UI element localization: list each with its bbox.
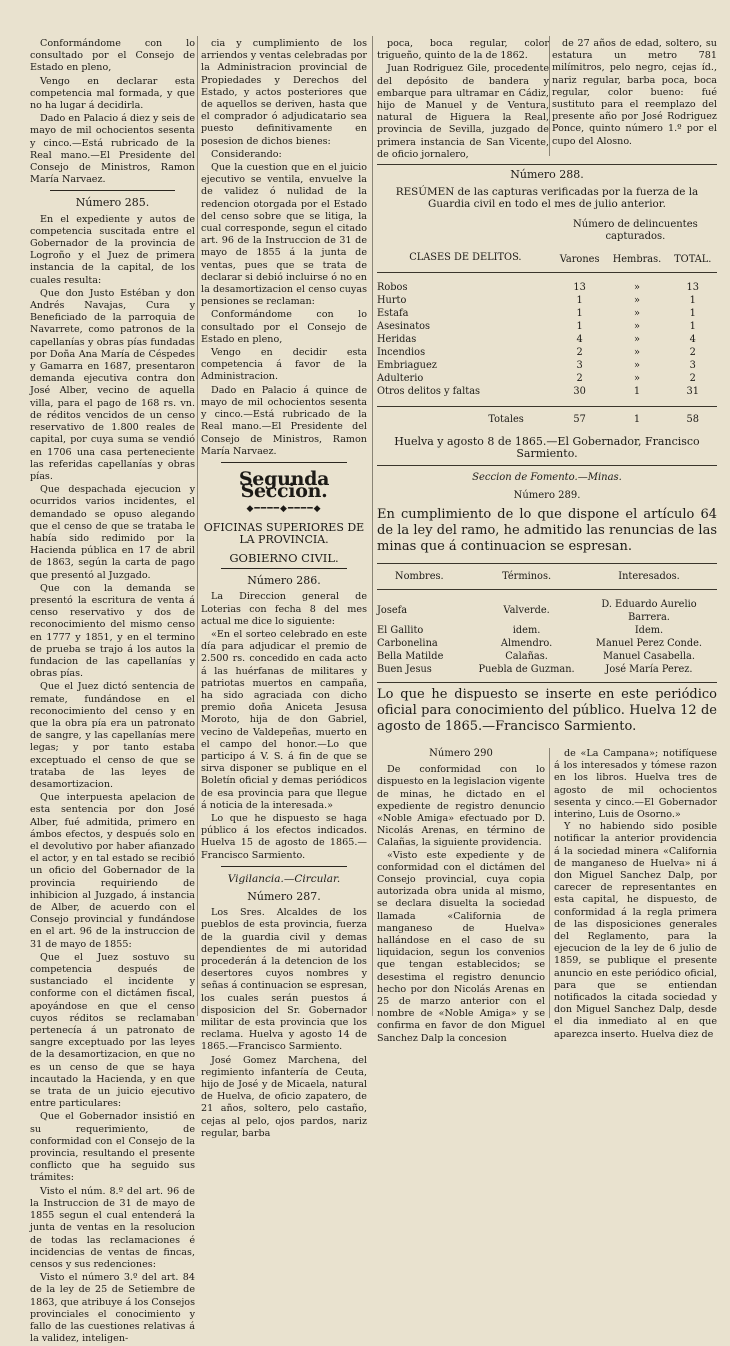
resumen-title: RESÚMEN de las capturas verificadas por la fuerza de la Guardia civil en todo el mes de julio anterior.: [395, 185, 699, 210]
count-cell: 31: [686, 385, 699, 397]
mine-name: Josefa: [377, 605, 408, 616]
count-cell: »: [633, 333, 640, 345]
paragraph: Lo que he dispuesto se haga público á los efectos indicados. Huelva 15 de agosto de 1865.—Francisco Sarmiento.: [201, 812, 367, 861]
column-1: [30, 38, 195, 1346]
count-cell: 3: [576, 359, 583, 371]
paragraph: de 27 años de edad, soltero, su estatura un metro 781 milímitros, pelo negro, cejas íd., nariz regular, barba poca, boca regular, color bueno: fué sustituto para el reemplazo del presente año por José Rodriguez Ponce, quinto número 1.º por el cupo del Alosno.: [552, 38, 717, 147]
paragraph: Juan Rodriguez Gile, procedente del depósito de bandera y embarque para ultramar en Cádiz, hijo de Manuel y de Ventura, natural de Higuera la Real, provincia de Sevilla, juzgado de primera instancia de San Vicente, de oficio jornalero,: [377, 63, 549, 160]
offense-type: Heridas: [377, 333, 417, 345]
divider: [221, 462, 347, 463]
column-header: CLASES DE DELITOS.: [409, 251, 522, 263]
paragraph: Vengo en declarar esta competencia mal formada, y que no ha lugar á decidirla.: [30, 75, 195, 112]
paragraph: de «La Campana»; notifíquese á los interesados y tómese razon en los libros. Huelva tres de agosto de mil ochocientos sesenta y cinco.—El Gobernador interino, Luis de Osorno.»: [554, 748, 717, 821]
paragraph: poca, boca regular, color trigueño, quinto de la de 1862.: [377, 38, 549, 62]
paragraph: Que la cuestion que en el juicio ejecutivo se ventila, envuelve la de validez ó nulidad de la redencion otorgada por el Estado del censo sobre que se litiga, la cual corresponde, segun el citado art. 96 de la Instruccion de 31 de mayo de 1855 á la junta de ventas, pues que se trata de declarar si debió incluirse ó no en la desamortizacion el censo cuyas pensiones se reclaman:: [201, 162, 367, 308]
heading-290: Número 290: [429, 748, 493, 759]
paragraph: Y no habiendo sido posible notificar la anterior providencia á la sociedad minera «California de manganeso de Huelva» ni á don Miguel Sanchez Dalp, por carecer de representantes en esta capital, he dispuesto, de conformidad á la regla primera de las disposiciones generales del Reglamento, para la ejecucion de la ley de 6 julio de 1859, se publique el presente anuncio en este periódico oficial, para que se entiendan notificados la citada sociedad y don Miguel Sanchez Dalp, desde el dia inmediato al en que aparezca inserto. Huelva diez de: [554, 821, 717, 1040]
count-cell: 2: [576, 372, 583, 384]
ornament-divider: ◆━━━━◆━━━━◆: [246, 504, 322, 515]
divider: [377, 465, 717, 466]
mine-owner: Manuel Perez Conde.: [595, 637, 703, 649]
mine-row: [377, 624, 717, 637]
column-4-bottom: [554, 748, 717, 1041]
column-rule: [549, 36, 550, 156]
offense-type: Estafa: [377, 307, 409, 319]
paragraph: Visto el núm. 8.º del art. 96 de la Instruccion de 31 de mayo de 1855 segun el cual entenderá la junta de ventas en la resolucion de todas las reclamaciones é incidencias de ventas de fincas, censos y sus redenciones:: [30, 1185, 195, 1270]
count-cell: »: [633, 320, 640, 332]
count-cell: 2: [689, 346, 696, 358]
mine-term: Puebla de Guzman.: [478, 663, 575, 675]
paragraph: Que interpuesta apelacion de esta sentencia por don José Alber, fué admitida, primero en ámbos efectos, y después solo en el devolutivo por haber afianzado el actor, y en tal estado se recibió un oficio del Gobernador de la provincia requiriendo de inhibicion al Juzgado, á instancia de Alber, de acuerdo con el Consejo provincial y fundándose en el art. 96 de la instruccion de 31 de mayo de 1855:: [30, 792, 195, 950]
mine-owner: D. Eduardo Aurelio Barrera.: [601, 598, 697, 623]
mine-term: Calañas.: [505, 650, 548, 662]
column-header: Términos.: [502, 570, 552, 582]
paragraph: José Gomez Marchena, del regimiento infantería de Ceuta, hijo de José y de Micaela, natural de Huelva, de oficio zapatero, de 21 años, soltero, pelo castaño, cejas al pelo, ojos pardos, nariz regular, barba: [201, 1054, 367, 1139]
n289-close: Lo que he dispuesto se inserte en este periódico oficial para conocimiento del público. Huelva 12 de agosto de 1865.—Francisco Sarmiento.: [377, 686, 717, 734]
count-cell: »: [633, 307, 640, 319]
paragraph: En el expediente y autos de competencia suscitada entre el Gobernador de la provincia de Logroño y el Juez de primera instancia de la capital, de los cuales resulta:: [30, 213, 195, 286]
paragraph: «Visto este expediente y de conformidad con el dictámen del Consejo provincial, cuya copia autorizada obra unida al mismo, se declara disuelta la sociedad llamada «California de manganeso de Huelva» hallándose en el caso de su liquidacion, segun los convenios que tengan establecidos; se desestima el registro denuncio hecho por don Nicolás Arenas en 25 de marzo anterior con el nombre de «Noble Amiga» y se confirma en favor de don Miguel Sanchez Dalp la concesion: [377, 849, 545, 1044]
paragraph: Que el Gobernador insistió en su requerimiento, de conformidad con el Consejo de la provincia, resultando el presente conflicto que ha seguido sus trámites:: [30, 1111, 195, 1184]
section-title: Segunda Seccion.: [238, 467, 330, 503]
column-rule: [197, 36, 198, 1016]
heading-287: Número 287.: [247, 890, 321, 903]
paragraph: Los Sres. Alcaldes de los pueblos de esta provincia, fuerza de la guardia civil y demas dependientes de mi autoridad procederán á la detencion de los desertores cuyos nombres y señas á continuacion se espresan, los cuales serán puestos á disposicion del Sr. Gobernador militar de esta provincia que los reclama. Huelva y agosto 14 de 1865.—Francisco Sarmiento.: [201, 907, 367, 1053]
divider: [377, 682, 717, 683]
paragraph: Que don Justo Estéban y don Andrés Navajas, Cura y Beneficiado de la parroquia de Navarrete, como patronos de la capellanías y obras pías fundadas por Doña Ana María de Céspedes y Gamarra en 1687, presentaron demanda ejecutiva contra don José Alber, vecino de aquella villa, para el pago de 168 rs. vn. de réditos vencidos de un censo reservativo de 1.800 reales de capital, por cuya suma se vendió en 1706 una casa perteneciente las referidas capellanías y obras pías.: [30, 287, 195, 482]
column-2: [201, 38, 367, 1141]
mine-name: Carbonelina: [377, 637, 438, 649]
captures-group-header: Número de delincuentes capturados.: [573, 218, 698, 242]
totals-value: 58: [686, 413, 699, 425]
signature-288: Huelva y agosto 8 de 1865.—El Gobernador, Francisco Sarmiento.: [394, 434, 700, 460]
mine-row: [377, 598, 717, 624]
count-cell: »: [633, 359, 640, 371]
right-wide-section: [377, 160, 717, 735]
capture-row: [377, 385, 717, 398]
column-rule: [549, 748, 550, 1018]
mine-name: Bella Matilde: [377, 650, 444, 662]
column-header: Interesados.: [618, 570, 680, 582]
paragraph: Conformándome con lo consultado por el Consejo de Estado en pleno,: [30, 38, 195, 74]
mine-row: [377, 663, 717, 676]
mine-term: Valverde.: [503, 605, 550, 616]
paragraph: Que despachada ejecucion y ocurridos varios incidentes, el demandado se opuso alegando que el censo de que se trataba le había sido redimido por la Hacienda pública en 17 de abril de 1863, según la carta de pago que presentó al Juzgado.: [30, 484, 195, 581]
count-cell: 2: [689, 372, 696, 384]
column-3-bottom: [377, 748, 545, 1045]
column-rule: [372, 36, 373, 1016]
paragraph: Que el Juez dictó sentencia de remate, fundándose en el reconocimiento del censo y en que la obra pía era un patronato de sangre, y las capellanías mere legas; y por tanto estaba exceptuado el censo de que se trataba de las leyes de desamortizacion.: [30, 681, 195, 790]
paragraph: Conformándome con lo consultado por el Consejo de Estado en pleno,: [201, 309, 367, 345]
capture-row: [377, 346, 717, 359]
count-cell: 2: [576, 346, 583, 358]
fomento-heading: Seccion de Fomento.—Minas.: [472, 471, 622, 483]
column-header: Varones: [559, 253, 600, 265]
paragraph: «En el sorteo celebrado en este día para adjudicar el premio de 2.500 rs. concedido en cada acto á las huérfanas de militares y patriotas muertos en campaña, ha sido agraciada con dicho premio doña Aniceta Jesusa Moroto, hija de don Gabriel, vecino de Valdepeñas, muerto en el campo del honor.—Lo que participo á V. S. á fin de que se sirva disponer se publique en el Boletín oficial y demas periódicos de esa provincia para que llegue á noticia de la interesada.»: [201, 628, 367, 811]
offense-type: Embriaguez: [377, 359, 437, 371]
divider: [221, 866, 347, 867]
capture-row: [377, 320, 717, 333]
capture-row: [377, 281, 717, 294]
mine-term: Almendro.: [500, 637, 553, 649]
count-cell: 30: [573, 385, 586, 397]
count-cell: »: [633, 372, 640, 384]
count-cell: 13: [686, 281, 699, 293]
count-cell: 3: [689, 359, 696, 371]
totals-label: Totales: [488, 413, 524, 425]
paragraph: Que con la demanda se presentó la escritura de venta á censo reservativo y dos de reconocimiento del mismo censo en 1777 y 1851, y en el termino de prueba se trajo á los autos la fundacion de las capellanías y obras pías.: [30, 582, 195, 680]
column-header: TOTAL.: [674, 253, 712, 265]
offices-heading: OFICINAS SUPERIORES DE LA PROVINCIA.: [203, 520, 365, 546]
paragraph: Dado en Palacio á diez y seis de mayo de mil ochocientos sesenta y cinco.—Está rubricado de la Real mano.—El Presidente del Consejo de Ministros, Ramon María Narvaez.: [30, 113, 195, 186]
heading-285: Número 285.: [75, 196, 150, 210]
count-cell: »: [633, 294, 640, 306]
n289-text: En cumplimiento de lo que dispone el artículo 64 de la ley del ramo, he admitido las renuncias de las minas que á continuacion se espresan.: [377, 506, 717, 554]
count-cell: 4: [689, 333, 696, 345]
count-cell: »: [633, 281, 640, 293]
mine-owner: Idem.: [634, 624, 664, 636]
column-3-top: [377, 38, 549, 162]
totals-value: 57: [573, 413, 586, 425]
offense-type: Adulterio: [377, 372, 424, 384]
capture-row: [377, 372, 717, 385]
paragraph: Que el Juez sostuvo su competencia después de sustanciado el incidente y conforme con el dictámen fiscal, apoyándose en que el censo cuyos réditos se reclamaban pertenecía á un patronato de sangre exceptuado por las leyes de la desamortizacion, en que no es un censo de que se haya incautado la Hacienda, y en que se trata de un juicio ejecutivo entre particulares:: [30, 951, 195, 1110]
paragraph: Considerando:: [211, 148, 282, 160]
count-cell: 1: [633, 385, 641, 397]
divider: [50, 190, 175, 191]
paragraph: Dado en Palacio á quince de mayo de mil ochocientos sesenta y cinco.—Está rubricado de la Real mano.—El Presidente del Consejo de Ministros, Ramon María Narvaez.: [201, 384, 367, 457]
column-4-top: [552, 38, 717, 149]
capture-row: [377, 294, 717, 307]
mine-row: [377, 637, 717, 650]
paragraph: Visto el número 3.º del art. 84 de la ley de 25 de Setiembre de 1863, que atribuye á los Consejos provinciales el conocimiento y fallo de las cuestiones relativas á la validez, inteligen-: [30, 1272, 195, 1345]
paragraph: De conformidad con lo dispuesto en la legislacion vigente de minas, he dictado en el expediente de registro denuncio «Noble Amiga» efectuado por D. Nicolás Arenas, en término de Calañas, la siguiente providencia.: [377, 764, 545, 849]
totals-row: [377, 406, 717, 432]
offense-type: Hurto: [377, 294, 407, 306]
mine-name: Buen Jesus: [377, 663, 432, 675]
count-cell: 1: [576, 294, 583, 306]
offense-type: Asesinatos: [377, 320, 431, 332]
vigilancia-heading: Vigilancia.—Circular.: [227, 872, 341, 885]
count-cell: 1: [689, 320, 696, 332]
count-cell: 1: [576, 320, 583, 332]
heading-286: Número 286.: [247, 574, 321, 588]
offense-type: Otros delitos y faltas: [377, 385, 481, 397]
count-cell: 4: [576, 333, 583, 345]
heading-289: Número 289.: [513, 490, 581, 501]
offense-type: Incendios: [377, 346, 426, 358]
captures-table: [377, 219, 717, 432]
divider: [377, 164, 717, 165]
totals-value: 1: [633, 413, 641, 425]
offense-type: Robos: [377, 281, 408, 293]
count-cell: 1: [576, 307, 583, 319]
count-cell: 13: [573, 281, 586, 293]
paragraph: Vengo en decidir esta competencia á favor de la Administracion.: [201, 347, 367, 383]
count-cell: 1: [689, 307, 696, 319]
mine-row: [377, 650, 717, 663]
capture-row: [377, 359, 717, 372]
mine-term: idem.: [512, 624, 541, 636]
capture-row: [377, 333, 717, 346]
count-cell: »: [633, 346, 640, 358]
divider: [221, 568, 347, 569]
capture-row: [377, 307, 717, 320]
paragraph: La Direccion general de Loterias con fecha 8 del mes actual me dice lo siguiente:: [201, 591, 367, 627]
paragraph: cia y cumplimiento de los arriendos y ventas celebradas por la Administracion provincial de Propiedades y Derechos del Estado, y actos posteriores que de aquellos se deriven, hasta que el comprador ó adjudicatario sea puesto definitivamente en posesion de dichos bienes:: [201, 38, 367, 147]
heading-288: Número 288.: [510, 168, 584, 181]
count-cell: 1: [689, 294, 696, 306]
mine-owner: José María Perez.: [605, 663, 693, 675]
column-header: Hembras.: [612, 253, 662, 265]
mines-table: [377, 563, 717, 676]
mine-name: El Gallito: [377, 624, 424, 636]
mine-owner: Manuel Casabella.: [602, 650, 696, 662]
gobierno-heading: GOBIERNO CIVIL.: [229, 550, 339, 565]
column-header: Nombres.: [395, 570, 444, 582]
